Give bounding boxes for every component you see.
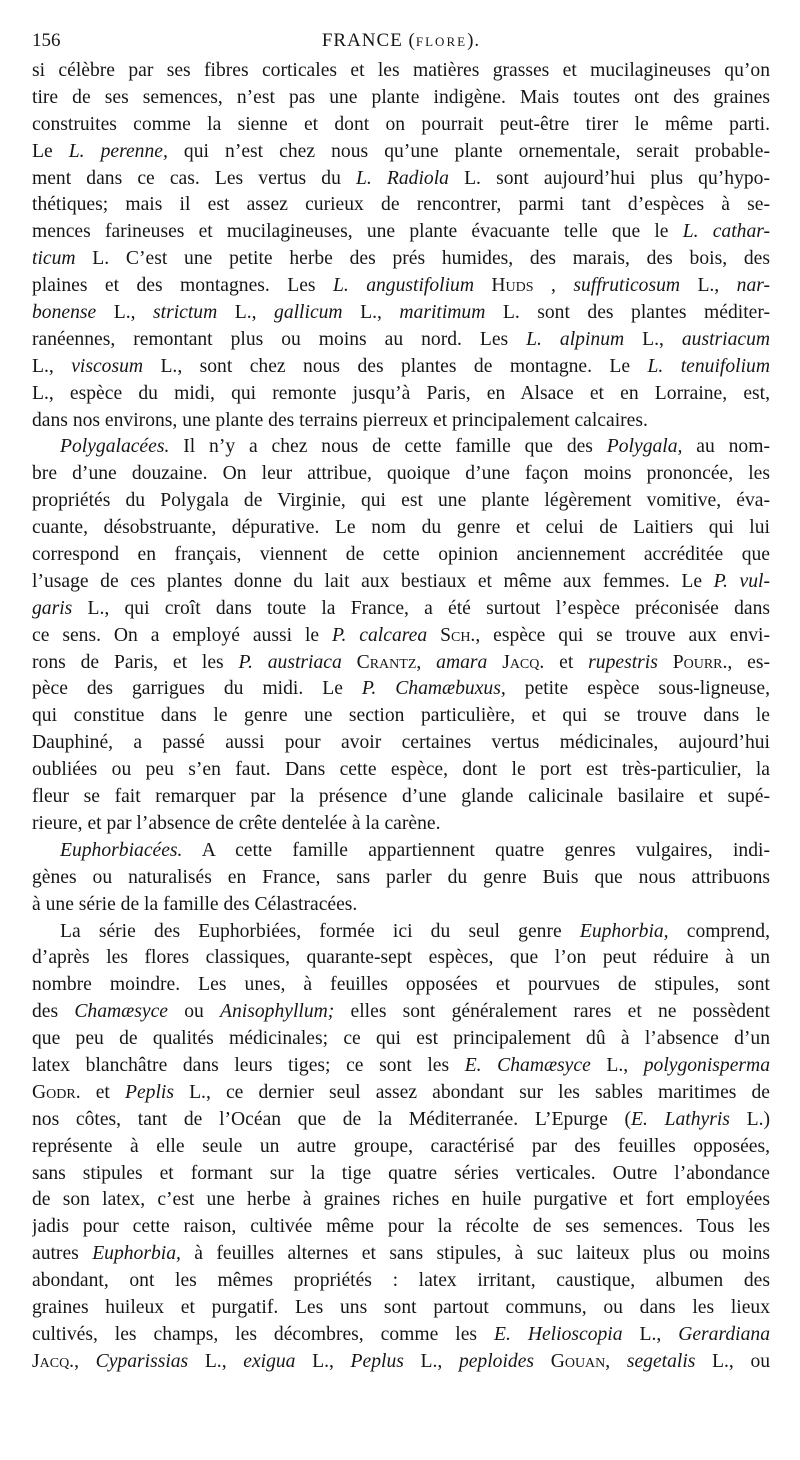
text-line: qui constitue dans le genre une section particulière, et qui se trouve dans le (32, 705, 770, 727)
text-line: rons de Paris, et les P. austriaca Crantz, amara Jacq. et rupestris Pourr., es- (32, 651, 770, 673)
text-line: construites comme la sienne et dont on pourrait peut-être tirer le même parti. (32, 113, 770, 135)
text-line: L., viscosum L., sont chez nous des plantes de montagne. Le L. tenuifolium (32, 355, 770, 377)
text-line: fleur se fait remarquer par la présence d’une glande calicinale basilaire et supé- (32, 786, 770, 808)
text-line: oubliées ou peu s’en faut. Dans cette espèce, dont le port est très-particulier, la (32, 759, 770, 781)
text-line: cultivés, les champs, les décombres, comme les E. Helioscopia L., Gerardiana (32, 1323, 770, 1345)
page-number: 156 (32, 30, 61, 51)
body-text (32, 58, 770, 1376)
text-line: ce sens. On a employé aussi le P. calcarea Sch., espèce qui se trouve aux envi- (32, 624, 770, 646)
text-line: mences farineuses et mucilagineuses, une plante évacuante telle que le L. cathar- (32, 221, 770, 243)
text-line: pèce des garrigues du midi. Le P. Chamæbuxus, petite espèce sous-ligneuse, (32, 678, 770, 700)
running-title-close: ). (467, 30, 481, 51)
text-line: latex blanchâtre dans leurs tiges; ce sont les E. Chamæsyce L., polygonisperma (32, 1054, 770, 1076)
text-line: thétiques; mais il est assez curieux de rencontrer, parmi tant d’espèces à se- (32, 194, 770, 216)
running-title-sub: FLORE (415, 34, 468, 49)
text-line: bonense L., strictum L., gallicum L., maritimum L. sont des plantes méditer- (32, 302, 770, 324)
text-line: L., espèce du midi, qui remonte jusqu’à Paris, en Alsace et en Lorraine, est, (32, 382, 770, 404)
text-line: propriétés du Polygala de Virginie, qui est une plante légèrement vomitive, éva- (32, 490, 770, 512)
text-line: garis L., qui croît dans toute la France, a été surtout l’espèce préconisée dans (32, 597, 770, 619)
text-line: bre d’une douzaine. On leur attribue, quoique d’une façon moins prononcée, les (32, 463, 770, 485)
text-line: Euphorbiacées. A cette famille appartiennent quatre genres vulgaires, indi- (60, 839, 770, 861)
text-line: que peu de qualités médicinales; ce qui est principalement dû à l’absence d’un (32, 1028, 770, 1050)
book-page (32, 28, 770, 1376)
text-line: ticum L. C’est une petite herbe des prés humides, des marais, des bois, des (32, 248, 770, 270)
text-line: abondant, ont les mêmes propriétés : latex irritant, caustique, albumen des (32, 1270, 770, 1292)
text-line: correspond en français, viennent de cette opinion anciennement accréditée que (32, 544, 770, 566)
text-line: Godr. et Peplis L., ce dernier seul assez abondant sur les sables maritimes de (32, 1081, 770, 1103)
text-line: gènes ou naturalisés en France, sans parler du genre Buis que nous attribuons (32, 866, 770, 888)
text-line: rieure, et par l’absence de crête dentelée à la carène. (32, 812, 441, 834)
text-line: Polygalacées. Il n’y a chez nous de cette famille que des Polygala, au nom- (60, 436, 770, 458)
text-line: d’après les flores classiques, quarante-sept espèces, que l’on peut réduire à un (32, 947, 770, 969)
text-line: sans stipules et formant sur la tige quatre séries verticales. Outre l’abondance (32, 1162, 770, 1184)
text-line: ment dans ce cas. Les vertus du L. Radiola L. sont aujourd’hui plus qu’hypo- (32, 167, 770, 189)
text-line: Dauphiné, a passé aussi pour avoir certaines vertus médicinales, aujourd’hui (32, 732, 770, 754)
text-line: des Chamæsyce ou Anisophyllum; elles sont généralement rares et ne possèdent (32, 1001, 770, 1023)
running-title-main: FRANCE ( (321, 30, 416, 51)
text-line: nos côtes, tant de l’Océan que de la Méditerranée. L’Epurge (E. Lathyris L.) (32, 1108, 770, 1130)
text-line: Jacq., Cyparissias L., exigua L., Peplus L., peploides Gouan, segetalis L., ou (32, 1350, 770, 1372)
text-line: représente à elle seule un autre groupe, caractérisé par des feuilles opposées, (32, 1135, 770, 1157)
text-line: jadis pour cette raison, cultivée même pour la récolte de ses semences. Tous les (32, 1216, 770, 1238)
text-line: ranéennes, remontant plus ou moins au nord. Les L. alpinum L., austriacum (32, 328, 770, 350)
text-line: de son latex, c’est une herbe à graines riches en huile purgative et fort employées (32, 1189, 770, 1211)
text-line: La série des Euphorbiées, formée ici du seul genre Euphorbia, comprend, (60, 920, 770, 942)
text-line: tire de ses semences, n’est pas une plante indigène. Mais toutes ont des graines (32, 86, 770, 108)
text-line: autres Euphorbia, à feuilles alternes et sans stipules, à suc laiteux plus ou moins (32, 1243, 770, 1265)
text-line: graines huileux et purgatif. Les uns sont partout communs, ou dans les lieux (32, 1296, 770, 1318)
page-header (32, 28, 770, 56)
running-title (32, 28, 770, 56)
text-line: cuante, désobstruante, dépurative. Le nom du genre et celui de Laitiers qui lui (32, 517, 770, 539)
text-line: dans nos environs, une plante des terrains pierreux et principalement calcaires. (32, 409, 648, 431)
text-line: Le L. perenne, qui n’est chez nous qu’une plante ornementale, serait probable- (32, 140, 770, 162)
text-line: plaines et des montagnes. Les L. angustifolium Huds , suffruticosum L., nar- (32, 275, 770, 297)
text-line: à une série de la famille des Célastracées. (32, 893, 358, 915)
text-line: si célèbre par ses fibres corticales et les matières grasses et mucilagineuses qu’on (32, 60, 770, 81)
text-line: nombre moindre. Les unes, à feuilles opposées et pourvues de stipules, sont (32, 974, 770, 996)
text-line: l’usage de ces plantes donne du lait aux bestiaux et même aux femmes. Le P. vul- (32, 570, 770, 592)
